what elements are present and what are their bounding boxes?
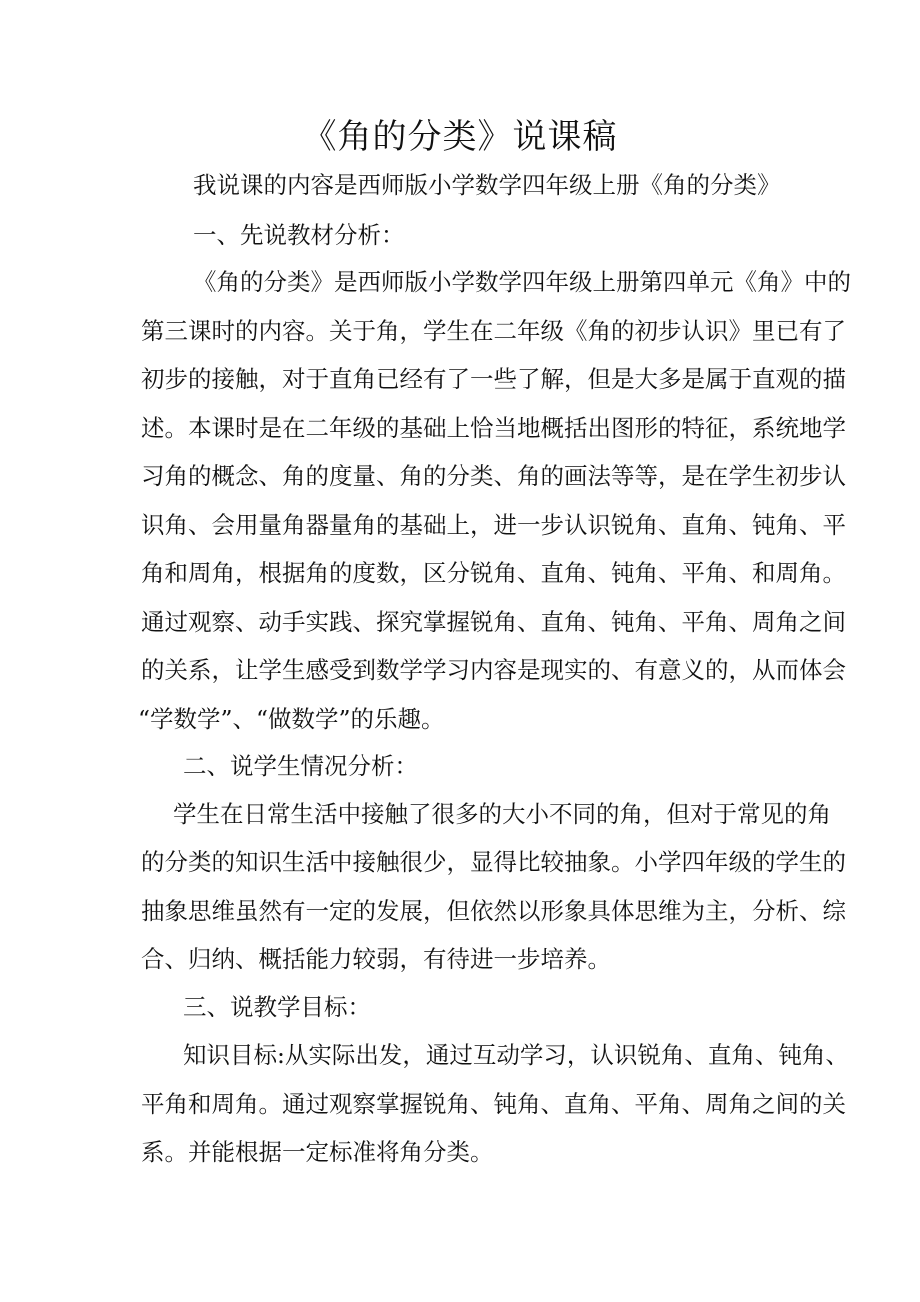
- section-heading-2: 二、说学生情况分析：: [183, 752, 418, 780]
- paragraph-line: 初步的接触，对于直角已经有了一些了解，但是大多是属于直观的描: [141, 365, 846, 393]
- paragraph-line: 角和周角，根据角的度数，区分锐角、直角、钝角、平角、和周角。: [141, 559, 846, 587]
- paragraph-line: 合、归纳、概括能力较弱，有待进一步培养。: [141, 945, 611, 973]
- paragraph-line: “学数学”、“做数学”的乐趣。: [138, 705, 445, 733]
- paragraph-line: 通过观察、动手实践、探究掌握锐角、直角、钝角、平角、周角之间: [141, 608, 846, 636]
- paragraph-line: 习角的概念、角的度量、角的分类、角的画法等等，是在学生初步认: [141, 462, 846, 490]
- paragraph-line: 系。并能根据一定标准将角分类。: [141, 1138, 494, 1166]
- paragraph-line: 述。本课时是在二年级的基础上恰当地概括出图形的特征，系统地学: [141, 414, 846, 442]
- section-heading-1: 一、先说教材分析：: [193, 221, 405, 249]
- paragraph-line: 的关系，让学生感受到数学学习内容是现实的、有意义的，从而体会: [141, 656, 846, 684]
- paragraph-line: 知识目标:从实际出发，通过互动学习，认识锐角、直角、钝角、: [183, 1041, 849, 1069]
- section-heading-3: 三、说教学目标：: [183, 993, 371, 1021]
- paragraph-line: 平角和周角。通过观察掌握锐角、钝角、直角、平角、周角之间的关: [141, 1090, 846, 1118]
- paragraph-line: 《角的分类》是西师版小学数学四年级上册第四单元《角》中的: [193, 268, 851, 296]
- paragraph-line: 第三课时的内容。关于角，学生在二年级《角的初步认识》里已有了: [141, 317, 846, 345]
- document-title: 《角的分类》说课稿: [302, 117, 618, 157]
- intro-line: 我说课的内容是西师版小学数学四年级上册《角的分类》: [193, 171, 781, 199]
- paragraph-line: 的分类的知识生活中接触很少，显得比较抽象。小学四年级的学生的: [141, 848, 846, 876]
- paragraph-line: 抽象思维虽然有一定的发展，但依然以形象具体思维为主，分析、综: [141, 897, 846, 925]
- paragraph-line: 识角、会用量角器量角的基础上，进一步认识锐角、直角、钝角、平: [141, 511, 846, 539]
- paragraph-line: 学生在日常生活中接触了很多的大小不同的角，但对于常见的角: [173, 800, 831, 828]
